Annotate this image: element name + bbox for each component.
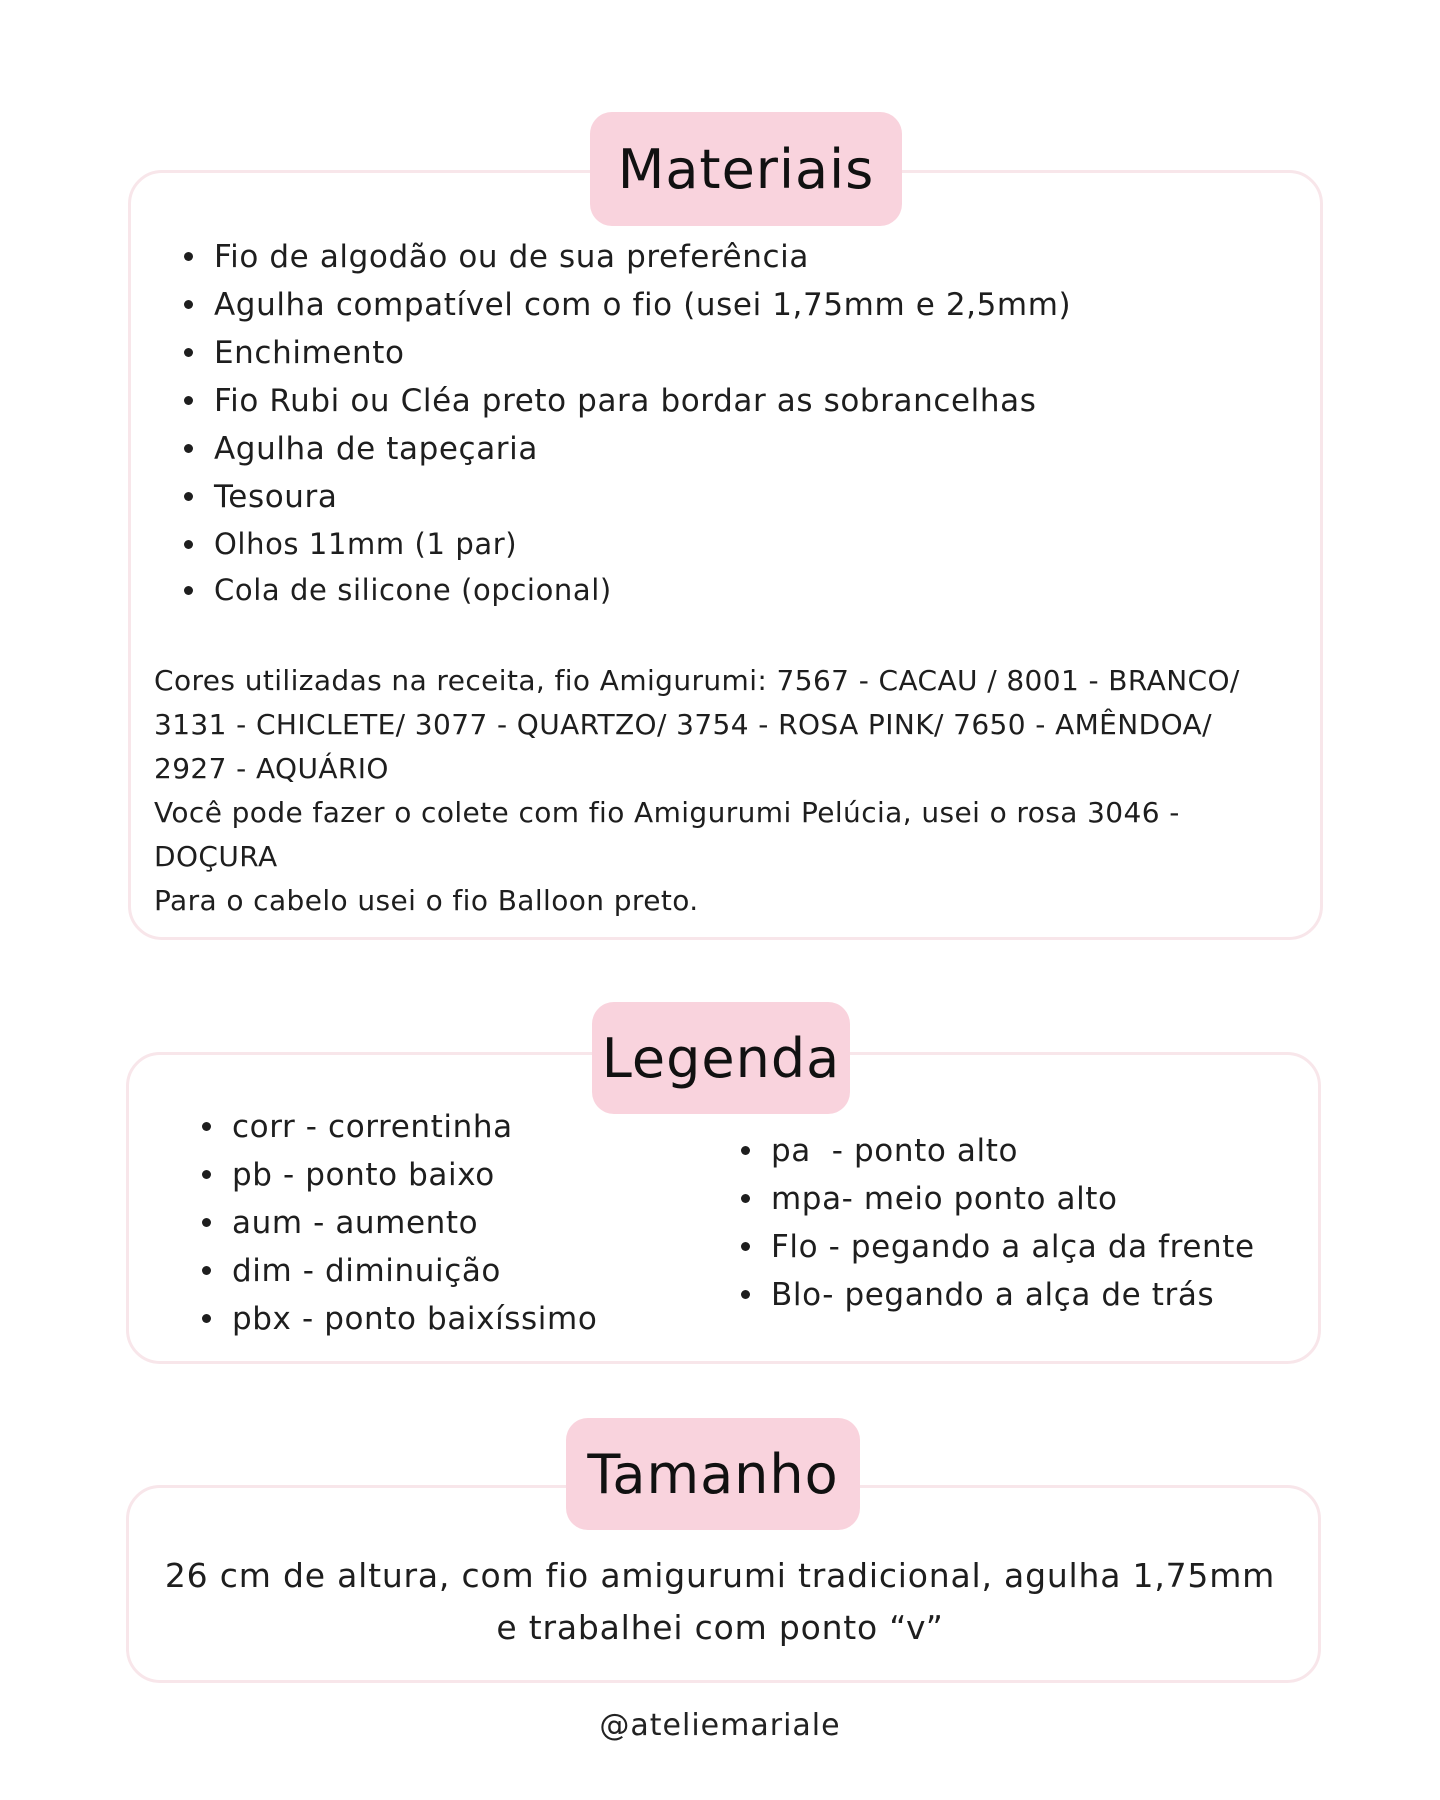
notes-colors: Cores utilizadas na receita, fio Amigurumi: 7567 - CACAU / 8001 - BRANCO/ 3131 - CHICLETE/ 3077 - QUARTZO/ 3754 - ROSA PINK/ 7650 - AMÊNDOA/ 2927 - AQUÁRIO: [154, 664, 1240, 785]
bullet-icon: [184, 492, 193, 501]
bullet-icon: [184, 540, 193, 549]
list-item: Blo- pegando a alça de trás: [737, 1271, 1255, 1319]
tamanho-text: [150, 1550, 1290, 1654]
bullet-icon: [741, 1242, 750, 1251]
legenda-left-list: [198, 1103, 597, 1343]
legenda-title: Legenda: [592, 1002, 850, 1114]
list-item: pb - ponto baixo: [198, 1151, 597, 1199]
materiais-list: [180, 233, 1071, 613]
bullet-icon: [184, 396, 193, 405]
bullet-icon: [202, 1170, 211, 1179]
list-item: pbx - ponto baixíssimo: [198, 1295, 597, 1343]
footer-handle: @ateliemariale: [599, 1708, 841, 1743]
bullet-icon: [741, 1194, 750, 1203]
materiais-notes: [154, 659, 1274, 923]
list-item: dim - diminuição: [198, 1247, 597, 1295]
tamanho-line-2: e trabalhei com ponto “v”: [496, 1608, 944, 1647]
tamanho-title: Tamanho: [566, 1418, 860, 1530]
materiais-title: Materiais: [590, 112, 902, 226]
notes-cabelo: Para o cabelo usei o fio Balloon preto.: [154, 884, 699, 917]
list-item: mpa- meio ponto alto: [737, 1175, 1255, 1223]
list-item: Fio Rubi ou Cléa preto para bordar as sobrancelhas: [180, 377, 1071, 425]
list-item: pa - ponto alto: [737, 1127, 1255, 1175]
bullet-icon: [741, 1290, 750, 1299]
bullet-icon: [184, 300, 193, 309]
list-item: corr - correntinha: [198, 1103, 597, 1151]
list-item: Enchimento: [180, 329, 1071, 377]
list-item: Cola de silicone (opcional): [180, 567, 1071, 613]
legenda-right-list: [737, 1127, 1255, 1319]
list-item: Agulha de tapeçaria: [180, 425, 1071, 473]
list-item: Tesoura: [180, 473, 1071, 521]
list-item: Flo - pegando a alça da frente: [737, 1223, 1255, 1271]
bullet-icon: [741, 1146, 750, 1155]
bullet-icon: [202, 1218, 211, 1227]
list-item: Agulha compatível com o fio (usei 1,75mm e 2,5mm): [180, 281, 1071, 329]
bullet-icon: [184, 586, 193, 595]
bullet-icon: [202, 1314, 211, 1323]
notes-colete: Você pode fazer o colete com fio Amigurumi Pelúcia, usei o rosa 3046 - DOÇURA: [154, 796, 1180, 873]
bullet-icon: [184, 444, 193, 453]
list-item: Olhos 11mm (1 par): [180, 521, 1071, 567]
bullet-icon: [184, 348, 193, 357]
list-item: aum - aumento: [198, 1199, 597, 1247]
list-item: Fio de algodão ou de sua preferência: [180, 233, 1071, 281]
tamanho-line-1: 26 cm de altura, com fio amigurumi tradicional, agulha 1,75mm: [164, 1556, 1276, 1595]
bullet-icon: [202, 1122, 211, 1131]
bullet-icon: [184, 252, 193, 261]
bullet-icon: [202, 1266, 211, 1275]
